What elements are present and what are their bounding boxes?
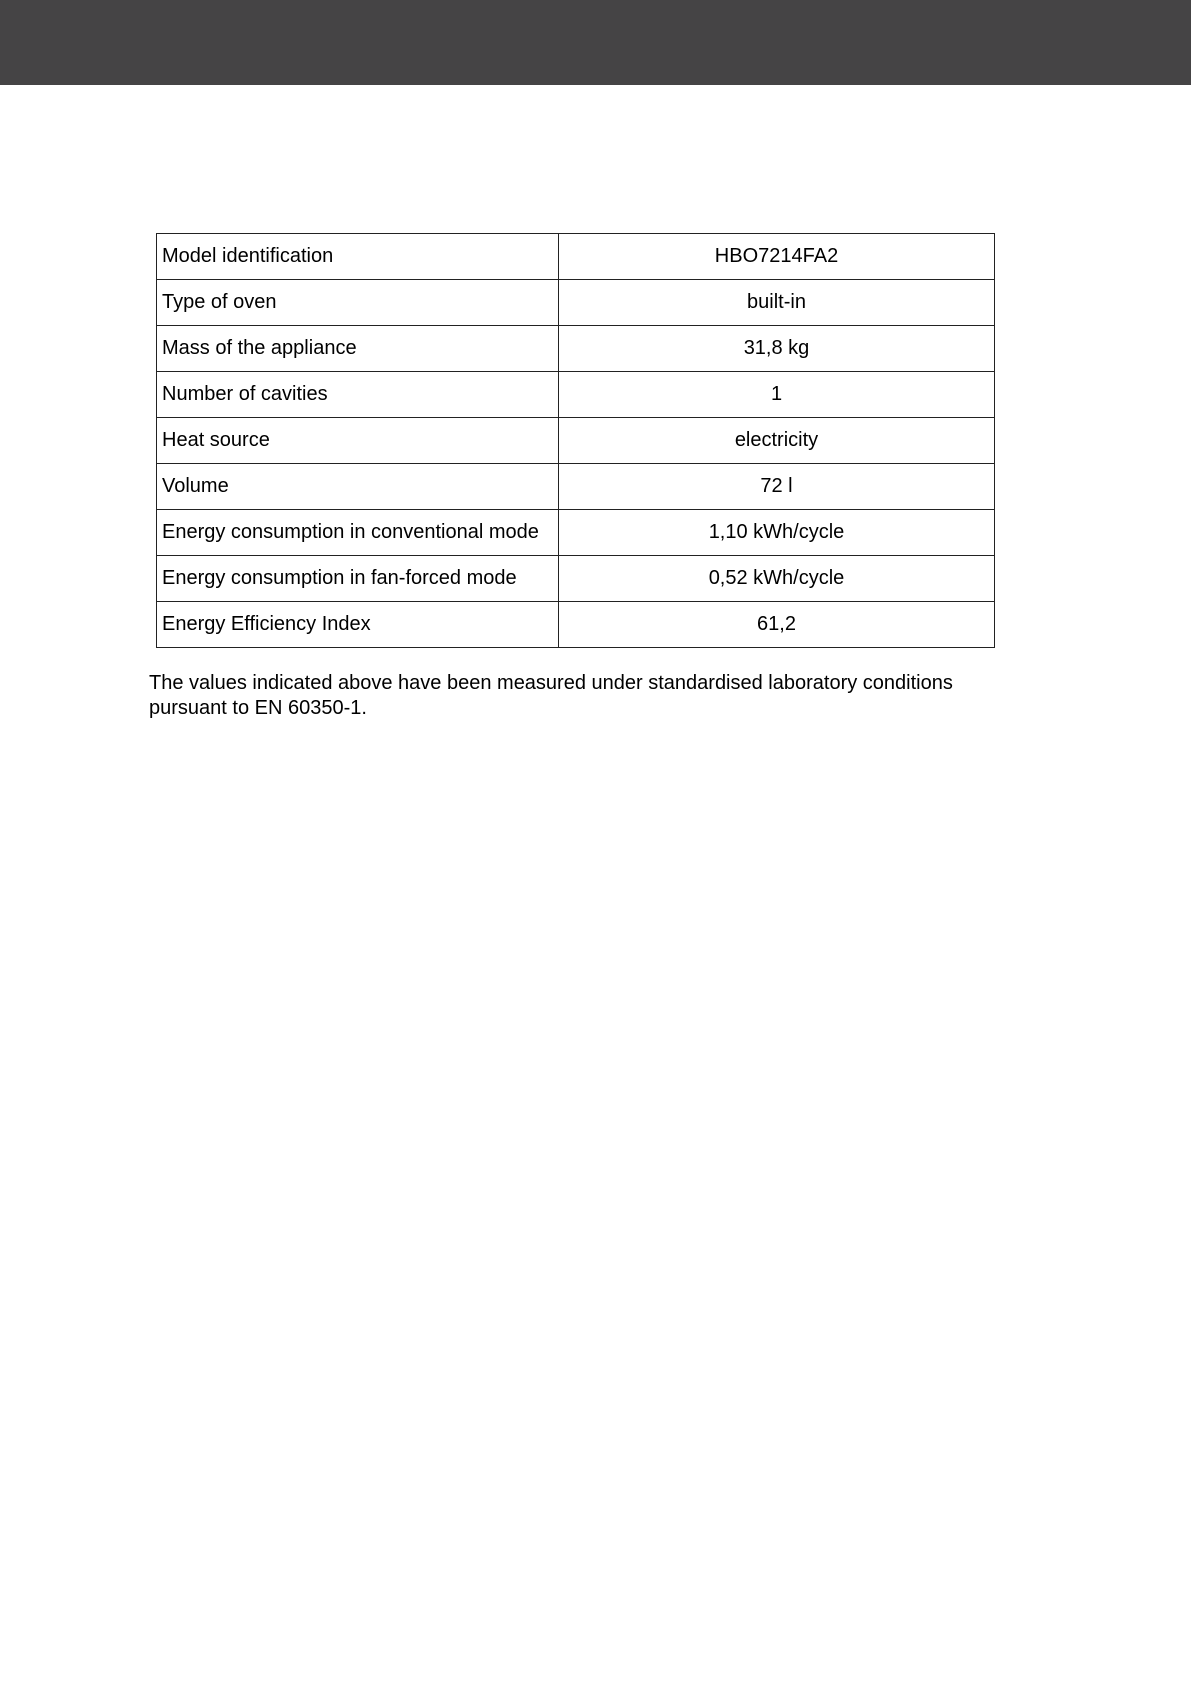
- row-label: Type of oven: [157, 280, 559, 326]
- row-value: HBO7214FA2: [559, 234, 995, 280]
- table-row: [157, 418, 995, 464]
- row-label: Model identification: [157, 234, 559, 280]
- row-label: Energy Efficiency Index: [157, 602, 559, 648]
- row-value: 1,10 kWh/cycle: [559, 510, 995, 556]
- row-label: Mass of the appliance: [157, 326, 559, 372]
- table-row: [157, 602, 995, 648]
- table-row: [157, 556, 995, 602]
- row-value: 31,8 kg: [559, 326, 995, 372]
- header-bar: [0, 0, 1191, 85]
- footnote-line-2: pursuant to EN 60350-1.: [149, 697, 367, 719]
- row-value: 0,52 kWh/cycle: [559, 556, 995, 602]
- table-row: [157, 464, 995, 510]
- row-label: Number of cavities: [157, 372, 559, 418]
- row-value: electricity: [559, 418, 995, 464]
- table-row: [157, 326, 995, 372]
- row-value: 72 l: [559, 464, 995, 510]
- table-row: [157, 234, 995, 280]
- row-label: Energy consumption in conventional mode: [157, 510, 559, 556]
- row-value: built-in: [559, 280, 995, 326]
- footnote-line-1: The values indicated above have been measured under standardised laboratory conditions: [149, 672, 953, 694]
- measurement-footnote: [149, 671, 1009, 721]
- row-value: 1: [559, 372, 995, 418]
- row-label: Energy consumption in fan-forced mode: [157, 556, 559, 602]
- table-row: [157, 372, 995, 418]
- oven-spec-table: [156, 233, 995, 648]
- row-label: Heat source: [157, 418, 559, 464]
- row-label: Volume: [157, 464, 559, 510]
- table-row: [157, 280, 995, 326]
- row-value: 61,2: [559, 602, 995, 648]
- table-row: [157, 510, 995, 556]
